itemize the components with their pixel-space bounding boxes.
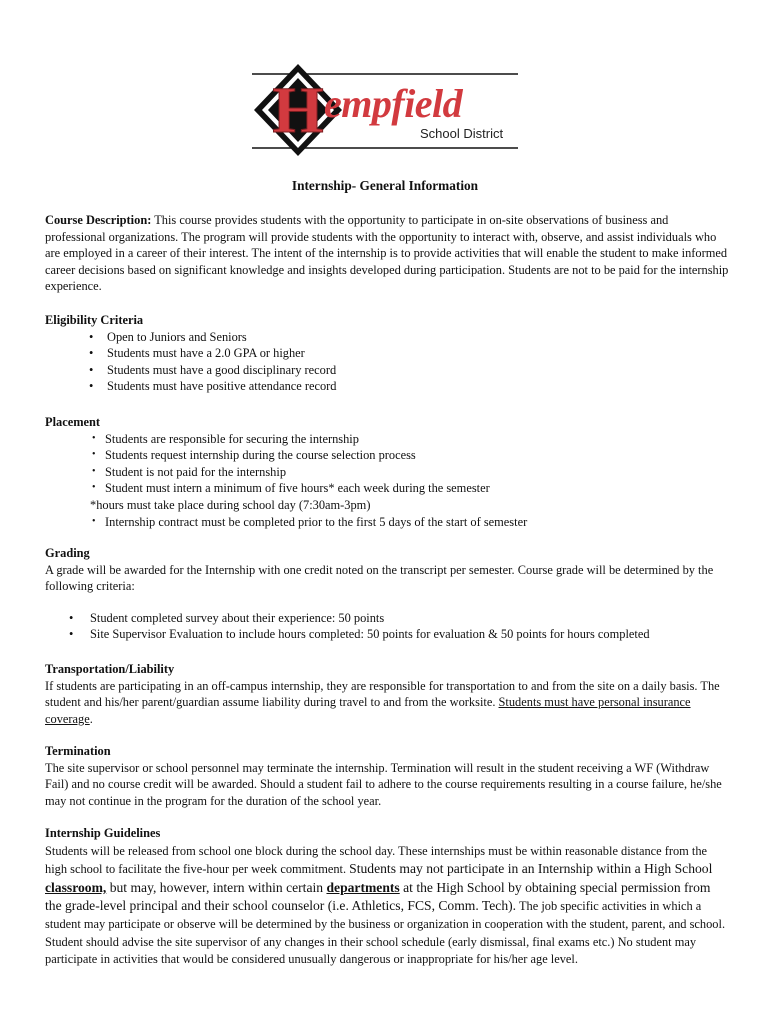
bullet-icon: • (92, 449, 96, 461)
bullet-icon: • (69, 610, 74, 625)
page-title: Internship- General Information (291, 178, 479, 193)
eligibility-section (45, 312, 730, 395)
bullet-icon: • (92, 482, 96, 494)
termination-text: The site supervisor or school personnel may terminate the internship. Termination will result in the student receiving a WF (Withdraw Fail) and no course credit will be awarded. Should a student fail to adhere to the course requirements resulting in a course failure, he/she may not continue in the program for the duration of the school year. (45, 760, 722, 808)
list-item: • Students must have a good disciplinary record (89, 362, 337, 377)
logo-letter: H (272, 74, 324, 147)
eligibility-list (45, 329, 730, 395)
grading-text: A grade will be awarded for the Internship with one credit noted on the transcript per semester. Course grade will be determined by the following criteria: (45, 562, 714, 594)
bullet-icon: • (89, 362, 94, 377)
list-item: • Site Supervisor Evaluation to include hours completed: 50 points for evaluation & 50 points for hours completed (69, 627, 650, 642)
eligibility-heading: Eligibility Criteria (45, 313, 144, 327)
bullet-icon: • (69, 627, 74, 642)
list-item: • Students request internship during the course selection process (92, 448, 416, 463)
guidelines-text: Students will be released from school one block during the school day. These internships must be within reasonable distance from the high school to facilitate the five-hour per week commitment. Students may not participate in an Internship within a High School classroom, but may, however, intern within certain departments at the High School by obtaining special permission from the grade-level principal and their school counselor (i.e. Athletics, FCS, Comm. Tech). The job specific activities in which a student may participate or observe will be determined by the business or organization in cooperation with the student, parent, and school. Student should advise the site supervisor of any changes in their school schedule (early dismissal, final exams etc.) No student may participate in activities that would be considered unusually dangerous or inappropriate for his/her age level. (45, 843, 726, 967)
placement-section (45, 414, 730, 530)
placement-heading: Placement (45, 415, 101, 429)
logo-subtitle: School District (420, 126, 504, 141)
transportation-text: If students are participating in an off-campus internship, they are responsible for transportation to and from the site on a daily basis. The student and his/her parent/guardian assume liability during travel to and from the worksite. (45, 678, 720, 710)
departments-emphasis: departments (326, 879, 400, 895)
bullet-icon: • (89, 329, 94, 344)
list-item: • Students must have a 2.0 GPA or higher (89, 346, 305, 361)
transportation-section: Transportation/Liability If students are participating in an off-campus internship, they are responsible for transportation to and from the site on a daily basis. The student and his/her parent/guardian assume liability during travel to and from the worksite. Students must have personal insurance coverage. (45, 661, 730, 727)
course-description-label: Course Description: (45, 213, 152, 227)
course-description-text: This course provides students with the opportunity to participate in on-site observations of business and professional organizations. The program will provide students with the opportunity to interact with, observe, and assist individuals who are employed in a career of their interest. The intent of the internship is to provide activities that will enable the student to make informed career decisions based on significant knowledge and insights developed during participation. Students are not to be paid for the internship experience. (45, 213, 729, 294)
list-item: • Student must intern a minimum of five hours* each week during the semester (92, 481, 490, 496)
placement-list (45, 431, 730, 497)
bullet-icon: • (92, 432, 96, 444)
bullet-icon: • (89, 346, 94, 361)
grading-section (45, 545, 730, 643)
termination-section (45, 743, 730, 809)
district-logo (252, 62, 520, 160)
grading-heading: Grading (45, 546, 90, 560)
grading-list (45, 610, 730, 643)
transportation-heading: Transportation/Liability (45, 662, 175, 676)
classroom-emphasis: classroom, (45, 879, 107, 895)
guidelines-section (45, 825, 730, 969)
bullet-icon: • (92, 465, 96, 477)
bullet-icon: • (92, 515, 96, 527)
guidelines-heading: Internship Guidelines (45, 826, 161, 840)
logo-name: empfield (324, 81, 463, 126)
list-item: • Internship contract must be completed prior to the first 5 days of the start of semester (92, 514, 528, 529)
list-item: • Student is not paid for the internship (92, 464, 287, 479)
list-item: • Open to Juniors and Seniors (89, 329, 247, 344)
insurance-requirement: Students must have personal insurance coverage (45, 695, 691, 726)
course-description-section (45, 212, 730, 295)
termination-heading: Termination (45, 744, 111, 758)
list-item: • Student completed survey about their experience: 50 points (69, 610, 385, 625)
placement-note: *hours must take place during school day (7:30am-3pm) (90, 497, 371, 512)
list-item: • Students are responsible for securing the internship (92, 431, 359, 446)
list-item: • Students must have positive attendance record (89, 379, 337, 394)
bullet-icon: • (89, 379, 94, 394)
